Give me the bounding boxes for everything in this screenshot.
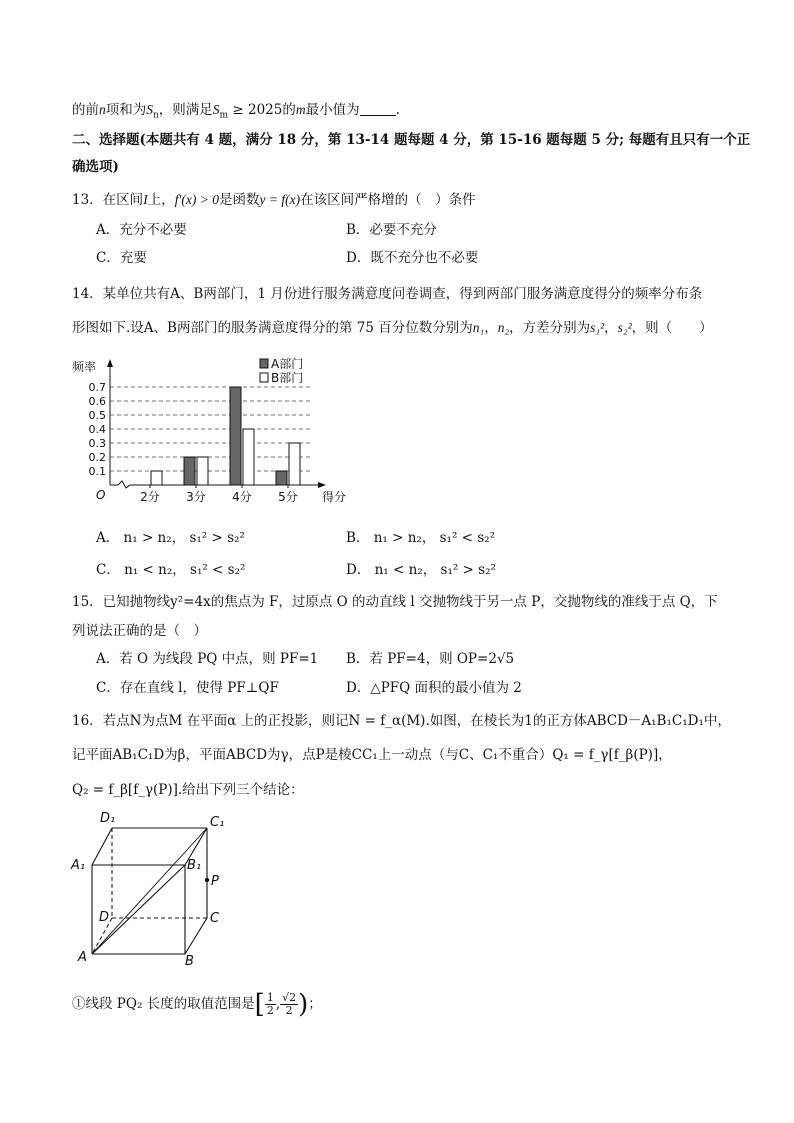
x-tick-label: 2分 xyxy=(140,490,160,504)
cube-figure xyxy=(70,808,240,973)
x-tick-label: 5分 xyxy=(278,490,298,504)
bar-A部门 xyxy=(184,457,195,485)
y-tick-label: 0.2 xyxy=(88,451,106,464)
section2-header: 二、选择题(本题共有 4 题，满分 18 分，第 13-14 题每题 4 分，第 15-16 题每题 5 分; 每题有且只有一个正 xyxy=(72,132,751,148)
label-c: C xyxy=(210,911,220,926)
q13-option-a: A．充分不必要 xyxy=(96,222,187,238)
edge-a-c1 xyxy=(92,828,207,954)
x-axis-title: 得分 xyxy=(322,490,347,504)
q13-option-d: D．既不充分也不必要 xyxy=(346,250,479,266)
y-tick-label: 0.4 xyxy=(88,423,106,436)
legend-swatch xyxy=(260,373,268,382)
q16-stem-line1: 16．若点N为点M 在平面α 上的正投影，则记N = f_α(M).如图，在棱长为1的正方体ABCD－A₁B₁C₁D₁中， xyxy=(72,713,731,729)
q15-option-b: B．若 PF=4，则 OP=2√5 xyxy=(346,651,515,667)
label-b1: B₁ xyxy=(187,858,202,873)
bar-A部门 xyxy=(276,471,287,485)
label-a: A xyxy=(78,950,87,965)
q15-stem-line1: 15．已知抛物线y²=4x的焦点为 F，过原点 O 的动直线 l 交抛物线于另一点 P，交抛物线的准线于点 Q，下 xyxy=(72,594,718,610)
legend-swatch xyxy=(260,359,268,368)
legend-label: B部门 xyxy=(271,371,304,385)
q15-stem-line2: 列说法正确的是（ ） xyxy=(72,623,207,639)
point-p xyxy=(205,878,209,882)
label-p: P xyxy=(211,874,219,889)
q15-option-d: D．△PFQ 面积的最小值为 2 xyxy=(346,680,522,696)
x-axis-arrow xyxy=(318,482,326,488)
bar-A部门 xyxy=(230,387,241,485)
q15-option-a: A．若 O 为线段 PQ 中点，则 PF=1 xyxy=(96,651,319,667)
q13-option-b: B．必要不充分 xyxy=(346,222,437,238)
edge-a1-d1 xyxy=(92,828,112,865)
answer-blank xyxy=(360,101,396,116)
x-tick-label: 3分 xyxy=(186,490,206,504)
label-d: D xyxy=(99,910,110,925)
q13-option-c: C．充要 xyxy=(96,250,147,266)
chart-labels xyxy=(72,356,346,504)
frequency-bar-chart xyxy=(70,355,347,505)
q16-stem-line3: Q₂ = f_β[f_γ(P)].给出下列三个结论： xyxy=(72,782,304,798)
bar-B部门 xyxy=(289,443,300,485)
q15-option-c: C．存在直线 l，使得 PF⊥QF xyxy=(96,680,279,696)
y-axis-title: 频率 xyxy=(72,360,97,374)
label-c1: C₁ xyxy=(210,815,225,830)
chart-gridlines xyxy=(110,387,310,471)
section2-header-cont: 确选项) xyxy=(72,159,119,175)
label-a1: A₁ xyxy=(71,858,86,873)
bar-B部门 xyxy=(197,457,208,485)
q14-stem-line1: 14．某单位共有A、B两部门，1 月份进行服务满意度问卷调查，得到两部门服务满意度得分的频率分布条 xyxy=(72,286,703,302)
q14-stem-line2: 形图如下.设A、B两部门的服务满意度得分的第 75 百分位数分别为n₁，n₂，方差分别为s₁²，s₂²，则（ ） xyxy=(72,320,713,336)
y-tick-label: 0.7 xyxy=(88,381,106,394)
y-tick-label: 0.5 xyxy=(88,409,106,422)
origin-label: O xyxy=(96,488,106,502)
edge-c-b xyxy=(185,918,207,954)
y-axis-arrow xyxy=(107,359,113,367)
label-d1: D₁ xyxy=(100,811,116,826)
legend-label: A部门 xyxy=(271,357,304,371)
q14-option-b: B． n₁ > n₂， s₁² < s₂² xyxy=(346,530,496,546)
q14-option-d: D． n₁ < n₂， s₁² > s₂² xyxy=(346,562,496,578)
q13-stem: 13．在区间I上，f′(x) > 0是函数y = f(x)在该区间严格增的（ ）条件 xyxy=(72,192,476,208)
y-tick-label: 0.6 xyxy=(88,395,106,408)
chart-bars xyxy=(151,387,300,485)
q14-option-a: A． n₁ > n₂， s₁² > s₂² xyxy=(96,530,245,546)
label-b: B xyxy=(185,954,194,969)
y-tick-label: 0.3 xyxy=(88,437,106,450)
q16-stem-line2: 记平面AB₁C₁D为β，平面ABCD为γ，点P是棱CC₁上一动点（与C、C₁不重合）Q₁ = f_γ[f_β(P)]， xyxy=(72,747,672,763)
y-tick-label: 0.1 xyxy=(88,465,106,478)
x-tick-label: 4分 xyxy=(232,490,252,504)
q14-option-c: C． n₁ < n₂， s₁² < s₂² xyxy=(96,562,246,578)
bar-B部门 xyxy=(243,429,254,485)
q12-tail: 的前n项和为$S_n$，则满足$S_m \ge 2025$的m最小值为 . xyxy=(72,102,400,121)
q16-conclusion-1: ①线段 PQ₂ 长度的取值范围是[ $\frac{1}{2}$ , $\frac{√2}{2}$ )； xyxy=(72,989,322,1020)
bar-B部门 xyxy=(151,471,162,485)
